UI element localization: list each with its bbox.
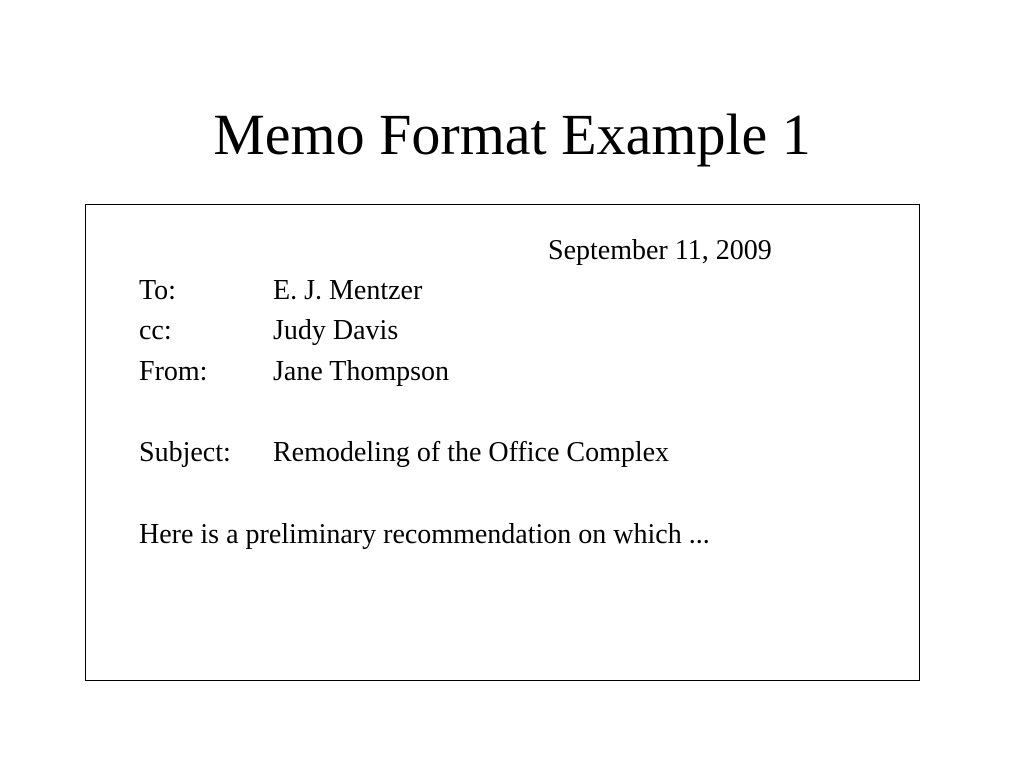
memo-body-text: Here is a preliminary recommendation on which ... bbox=[139, 519, 710, 550]
memo-to-row bbox=[139, 272, 422, 310]
memo-frame bbox=[85, 204, 920, 681]
memo-cc-value: Judy Davis bbox=[273, 315, 399, 346]
memo-subject-value: Remodeling of the Office Complex bbox=[273, 437, 670, 468]
memo-from-label: From: bbox=[139, 356, 208, 387]
page-title: Memo Format Example 1 bbox=[213, 102, 811, 167]
memo-subject-row bbox=[139, 434, 669, 472]
memo-cc-row bbox=[139, 312, 398, 350]
memo-from-value: Jane Thompson bbox=[273, 356, 450, 387]
memo-subject-label: Subject: bbox=[139, 437, 231, 468]
memo-to-label: To: bbox=[139, 275, 176, 306]
memo-to-value: E. J. Mentzer bbox=[273, 275, 423, 306]
memo-from-row bbox=[139, 353, 449, 391]
memo-cc-label: cc: bbox=[139, 315, 172, 346]
memo-date: September 11, 2009 bbox=[548, 235, 772, 266]
